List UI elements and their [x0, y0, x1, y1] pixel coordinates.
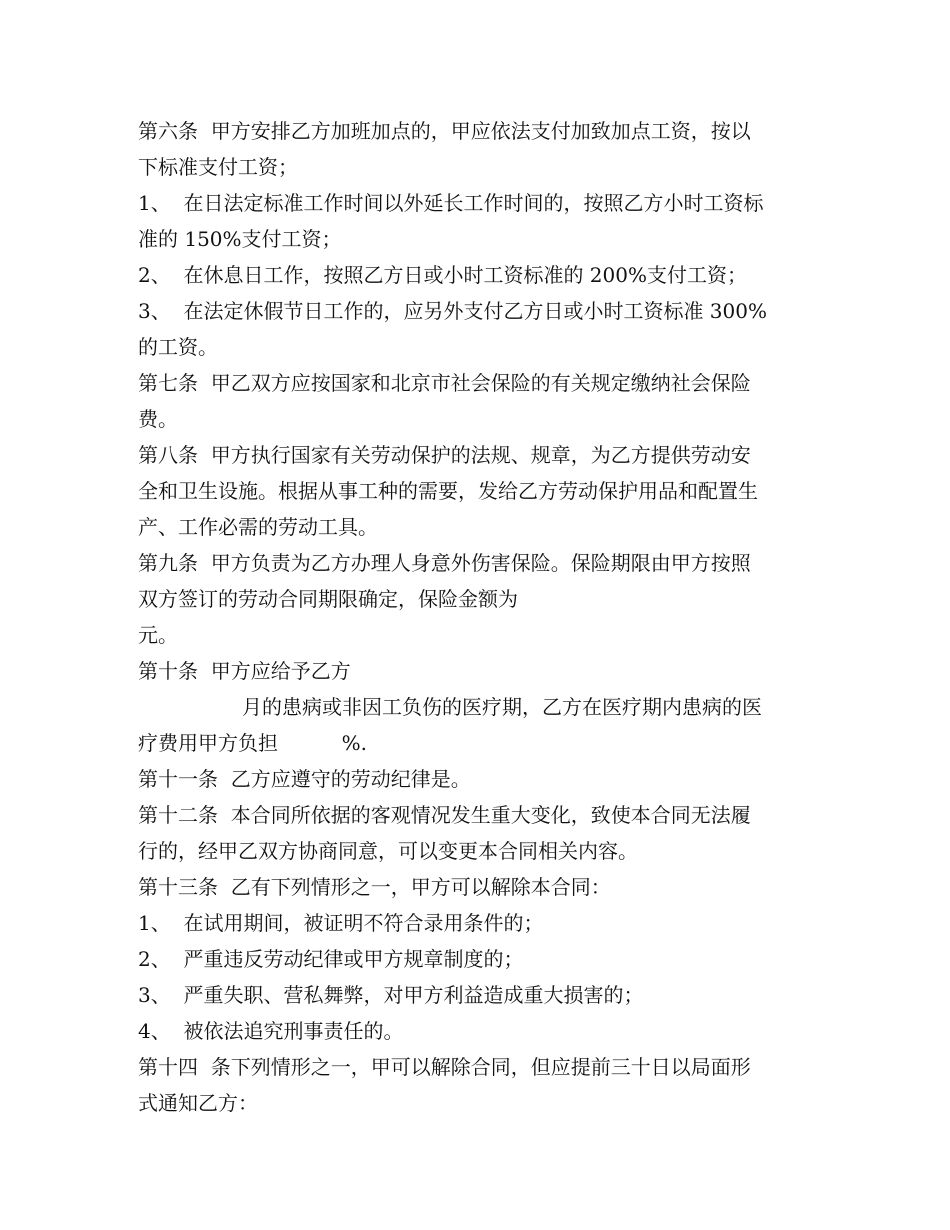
text-line: 第十三条 乙有下列情形之一，甲方可以解除本合同： — [138, 875, 611, 899]
contract-text-body — [138, 113, 818, 1121]
text-line: 疗费用甲方负担 %. — [138, 731, 367, 755]
text-line: 行的，经甲乙双方协商同意，可以变更本合同相关内容。 — [138, 839, 638, 863]
text-line: 第十一条 乙方应遵守的劳动纪律是。 — [138, 767, 471, 791]
text-line: 1、 在日法定标准工作时间以外延长工作时间的，按照乙方小时工资标 — [138, 191, 764, 215]
text-line: 式通知乙方： — [138, 1091, 258, 1115]
text-line: 1、 在试用期间，被证明不符合录用条件的； — [138, 911, 544, 935]
text-line: 2、 在休息日工作，按照乙方日或小时工资标准的 200%支付工资； — [138, 263, 747, 287]
text-line: 4、 被依法追究刑事责任的。 — [138, 1019, 404, 1043]
text-line: 3、 严重失职、营私舞弊，对甲方利益造成重大损害的； — [138, 983, 644, 1007]
text-line: 第十条 甲方应给予乙方 — [138, 659, 351, 683]
text-line: 第七条 甲乙双方应按国家和北京市社会保险的有关规定缴纳社会保险 — [138, 371, 751, 395]
text-line: 第九条 甲方负责为乙方办理人身意外伤害保险。保险期限由甲方按照 — [138, 551, 751, 575]
text-line: 产、工作必需的劳动工具。 — [138, 515, 378, 539]
text-line: 第十二条 本合同所依据的客观情况发生重大变化，致使本合同无法履 — [138, 803, 751, 827]
text-line: 全和卫生设施。根据从事工种的需要，发给乙方劳动保护用品和配置生 — [138, 479, 758, 503]
text-line: 元。 — [138, 623, 178, 647]
text-line: 费。 — [138, 407, 178, 431]
text-line: 2、 严重违反劳动纪律或甲方规章制度的； — [138, 947, 524, 971]
text-line: 3、 在法定休假节日工作的，应另外支付乙方日或小时工资标准 300% — [138, 299, 767, 323]
text-line: 准的 150%支付工资； — [138, 227, 342, 251]
text-line: 双方签订的劳动合同期限确定，保险金额为 — [138, 587, 518, 611]
text-line: 第六条 甲方安排乙方加班加点的，甲应依法支付加致加点工资，按以 — [138, 119, 751, 143]
text-line: 下标准支付工资； — [138, 155, 298, 179]
text-line: 第八条 甲方执行国家有关劳动保护的法规、规章，为乙方提供劳动安 — [138, 443, 751, 467]
text-line: 的工资。 — [138, 335, 218, 359]
text-line: 第十四 条下列情形之一，甲可以解除合同，但应提前三十日以局面形 — [138, 1055, 751, 1079]
text-line: 月的患病或非因工负伤的医疗期，乙方在医疗期内患病的医 — [242, 695, 762, 719]
